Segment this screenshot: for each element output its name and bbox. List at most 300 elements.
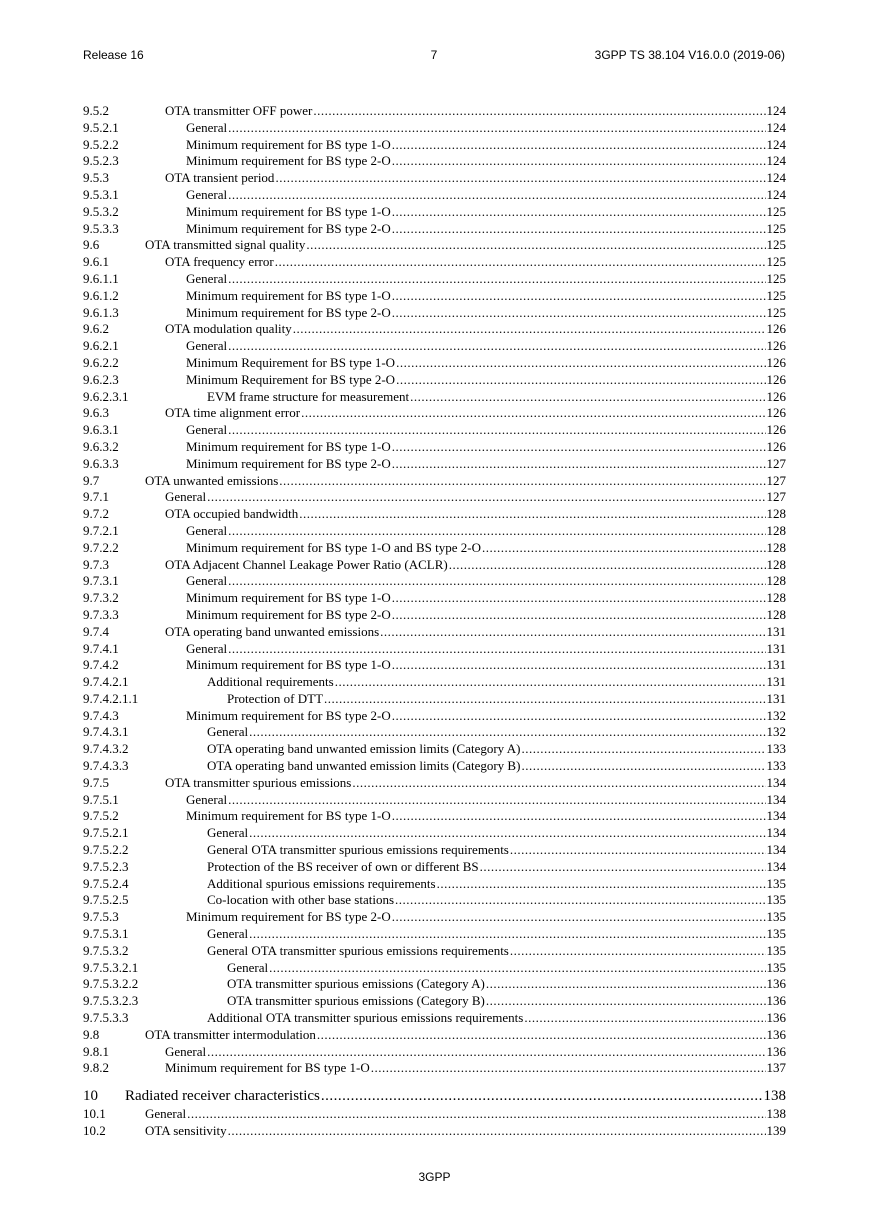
toc-entry-title: General [207,926,249,942]
toc-entry[interactable] [83,1010,786,1027]
toc-entry-title: OTA transmitted signal quality [145,237,306,253]
toc-entry-body [207,943,786,960]
toc-entry-page: 128 [766,539,786,555]
toc-entry-title: Additional requirements [207,674,334,690]
toc-entry-page: 125 [766,203,786,219]
toc-entry-number: 9.6.1.3 [83,304,119,320]
toc-entry-page: 125 [766,220,786,236]
toc-entry[interactable] [83,456,786,473]
toc-entry[interactable] [83,624,786,641]
toc-entry[interactable] [83,153,786,170]
toc-entry-number: 9.7.5.3.2.2 [83,976,139,992]
toc-entry[interactable] [83,775,786,792]
dot-leader [249,825,765,842]
toc-entry-body [186,221,786,238]
toc-entry[interactable] [83,489,786,506]
toc-entry-title: General [186,640,228,656]
toc-entry[interactable] [83,103,786,120]
toc-entry-number: 9.7.4.2 [83,657,119,673]
toc-entry-page: 126 [766,371,786,387]
toc-entry[interactable] [83,170,786,187]
toc-entry-page: 126 [766,388,786,404]
toc-entry[interactable] [83,389,786,406]
toc-entry-body [186,792,786,809]
toc-entry-body [186,288,786,305]
toc-entry-number: 9.5.2.2 [83,136,119,152]
toc-entry-body [207,724,786,741]
dot-leader [207,489,765,506]
toc-entry-body [186,137,786,154]
toc-entry-number: 9.7.1 [83,489,109,505]
dot-leader [352,775,765,792]
toc-entry-page: 124 [766,186,786,202]
toc-entry-title: Co-location with other base stations [207,892,395,908]
toc-entry-number: 9.7 [83,472,100,488]
dot-leader [321,1087,763,1106]
toc-entry-number: 9.6.1.1 [83,270,119,286]
toc-entry-body [186,305,786,322]
toc-entry-number: 9.7.5.3 [83,909,119,925]
toc-entry[interactable] [83,204,786,221]
toc-entry-title: Minimum Requirement for BS type 1-O [186,354,396,370]
toc-entry[interactable] [83,607,786,624]
document-id: 3GPP TS 38.104 V16.0.0 (2019-06) [594,48,785,62]
toc-entry-page: 124 [766,170,786,186]
toc-entry-page: 134 [766,808,786,824]
toc-entry[interactable] [83,355,786,372]
dot-leader [395,892,765,909]
toc-entry-page: 131 [766,657,786,673]
toc-entry-title: Minimum requirement for BS type 1-O [165,1060,370,1076]
toc-entry[interactable] [83,237,786,254]
toc-entry-number: 9.8.2 [83,1060,109,1076]
dot-leader [524,1010,765,1027]
toc-entry-body [186,456,786,473]
dot-leader [396,355,765,372]
toc-entry-page: 127 [766,455,786,471]
toc-entry-title: General [186,270,228,286]
toc-entry[interactable] [83,993,786,1010]
toc-entry-title: Minimum requirement for BS type 1-O [186,808,391,824]
toc-entry[interactable] [83,708,786,725]
toc-entry-title: General OTA transmitter spurious emissions requirements [207,942,509,958]
toc-entry-title: Minimum requirement for BS type 1-O [186,438,391,454]
page-header [83,48,785,64]
toc-entry[interactable] [83,506,786,523]
toc-entry[interactable] [83,120,786,137]
toc-entry[interactable] [83,590,786,607]
toc-entry[interactable] [83,641,786,658]
toc-entry[interactable] [83,338,786,355]
toc-entry-number: 9.5.3.1 [83,186,119,202]
release-label: Release 16 [83,48,144,62]
toc-entry-body [165,775,786,792]
toc-entry[interactable] [83,137,786,154]
dot-leader [293,321,766,338]
dot-leader [392,657,766,674]
toc-entry[interactable] [83,523,786,540]
toc-entry-body [186,909,786,926]
toc-entry-body [207,1010,786,1027]
dot-leader [299,506,765,523]
toc-entry[interactable] [83,321,786,338]
toc-entry[interactable] [83,1044,786,1061]
toc-entry[interactable] [83,792,786,809]
toc-entry-page: 125 [766,304,786,320]
toc-entry-body [165,624,786,641]
toc-entry-title: OTA transmitter spurious emissions (Category B) [227,993,485,1009]
toc-entry-title: Minimum Requirement for BS type 2-O [186,371,396,387]
toc-entry-title: OTA sensitivity [145,1123,227,1139]
toc-entry-page: 126 [766,321,786,337]
toc-entry-body [186,153,786,170]
toc-entry-page: 125 [766,270,786,286]
toc-entry-page: 128 [766,590,786,606]
toc-entry[interactable] [83,372,786,389]
toc-entry-number: 9.7.5.3.1 [83,926,129,942]
dot-leader [228,523,765,540]
toc-entry[interactable] [83,473,786,490]
dot-leader [317,1027,766,1044]
dot-leader [392,456,766,473]
toc-entry-page: 124 [766,153,786,169]
toc-entry-body [227,691,786,708]
toc-entry-title: OTA unwanted emissions [145,472,279,488]
toc-entry-number: 9.5.3 [83,170,109,186]
toc-entry-body [186,372,786,389]
toc-entry[interactable] [83,825,786,842]
dot-leader [392,305,766,322]
toc-entry-number: 9.7.2 [83,506,109,522]
dot-leader [371,1060,766,1077]
toc-entry-number: 9.8 [83,1026,100,1042]
toc-entry-title: Minimum requirement for BS type 2-O [186,455,391,471]
toc-entry-number: 9.6.3.1 [83,422,119,438]
toc-entry-title: General [186,522,228,538]
dot-leader [228,120,765,137]
toc-entry-page: 136 [766,976,786,992]
toc-entry-title: General [207,724,249,740]
toc-entry-title: General [207,825,249,841]
toc-entry-body [186,204,786,221]
toc-entry-body [207,389,786,406]
toc-entry[interactable] [83,288,786,305]
toc-entry-title: Minimum requirement for BS type 1-O [186,136,391,152]
toc-entry[interactable] [83,1123,786,1140]
toc-entry-title: General [186,119,228,135]
toc-entry-page: 135 [766,909,786,925]
toc-entry-body [207,892,786,909]
toc-entry-title: General [186,573,228,589]
toc-entry-number: 10 [83,1088,98,1105]
toc-entry[interactable] [83,221,786,238]
toc-entry-body [145,1106,786,1123]
toc-entry-number: 9.6 [83,237,100,253]
toc-entry-number: 9.6.1.2 [83,287,119,303]
dot-leader [392,137,766,154]
toc-entry-page: 133 [766,758,786,774]
toc-entry-page: 134 [766,774,786,790]
toc-entry-title: OTA transmitter spurious emissions (Category A) [227,976,485,992]
toc-entry[interactable] [83,1087,786,1106]
dot-leader [410,389,765,406]
toc-entry-number: 10.2 [83,1123,106,1139]
dot-leader [249,926,765,943]
toc-entry-page: 125 [766,237,786,253]
toc-entry-body [186,808,786,825]
toc-entry[interactable] [83,573,786,590]
toc-entry-number: 9.7.5.2.5 [83,892,129,908]
toc-entry-page: 136 [766,1010,786,1026]
toc-entry-body [165,103,786,120]
toc-entry-page: 134 [766,858,786,874]
toc-entry[interactable] [83,439,786,456]
toc-entry-number: 9.7.5 [83,774,109,790]
page-number: 7 [430,48,438,62]
toc-entry-title: Minimum requirement for BS type 1-O [186,203,391,219]
toc-entry-page: 136 [766,1026,786,1042]
toc-entry-title: EVM frame structure for measurement [207,388,410,404]
toc-entry-page: 138 [766,1106,786,1122]
toc-entry-number: 9.5.2.3 [83,153,119,169]
toc-entry-body [207,758,786,775]
toc-entry-title: General [165,489,207,505]
toc-entry-title: General [227,959,269,975]
toc-entry-title: OTA time alignment error [165,405,301,421]
toc-entry-body [227,976,786,993]
toc-entry-body [145,473,786,490]
toc-entry[interactable] [83,540,786,557]
toc-entry-page: 137 [766,1060,786,1076]
toc-entry[interactable] [83,724,786,741]
toc-entry-page: 131 [766,674,786,690]
toc-entry-title: Minimum requirement for BS type 2-O [186,606,391,622]
toc-entry-number: 9.8.1 [83,1043,109,1059]
dot-leader [510,842,766,859]
toc-entry[interactable] [83,1060,786,1077]
dot-leader [228,338,765,355]
toc-entry-body [165,254,786,271]
toc-entry[interactable] [83,422,786,439]
toc-entry-number: 9.7.5.2.1 [83,825,129,841]
dot-leader [228,573,765,590]
toc-entry-title: Minimum requirement for BS type 1-O [186,657,391,673]
dot-leader [392,607,766,624]
toc-entry-number: 9.7.3.1 [83,573,119,589]
toc-entry-body [186,573,786,590]
toc-entry-body [145,1123,786,1140]
toc-entry-number: 9.7.4.2.1 [83,674,129,690]
toc-entry-page: 128 [766,606,786,622]
toc-entry-page: 131 [766,690,786,706]
toc-entry-number: 9.7.5.2.2 [83,842,129,858]
toc-entry-title: OTA operating band unwanted emissions [165,623,380,639]
toc-entry-body [186,708,786,725]
dot-leader [392,204,766,221]
toc-entry[interactable] [83,405,786,422]
dot-leader [301,405,765,422]
toc-entry-page: 128 [766,573,786,589]
toc-entry-body [227,993,786,1010]
toc-entry-page: 126 [766,438,786,454]
toc-entry[interactable] [83,909,786,926]
toc-entry-number: 9.7.5.2.4 [83,875,129,891]
toc-entry-body [186,187,786,204]
toc-entry-page: 131 [766,623,786,639]
dot-leader [269,960,765,977]
toc-entry-page: 133 [766,741,786,757]
toc-entry-title: Minimum requirement for BS type 2-O [186,909,391,925]
toc-entry-page: 134 [766,791,786,807]
toc-entry-page: 138 [763,1088,786,1105]
toc-entry-number: 9.6.2.2 [83,354,119,370]
toc-entry[interactable] [83,842,786,859]
dot-leader [480,859,766,876]
toc-entry-number: 9.6.3 [83,405,109,421]
toc-entry[interactable] [83,305,786,322]
dot-leader [324,691,765,708]
toc-entry-body [227,960,786,977]
toc-entry-page: 136 [766,993,786,1009]
toc-entry[interactable] [83,960,786,977]
toc-entry-body [165,170,786,187]
toc-entry-title: General [186,791,228,807]
toc-entry-number: 9.7.4.3.1 [83,724,129,740]
toc-entry-page: 126 [766,338,786,354]
dot-leader [207,1044,765,1061]
toc-entry[interactable] [83,557,786,574]
toc-entry-number: 9.7.5.2 [83,808,119,824]
toc-entry-body [186,657,786,674]
toc-entry-body [186,271,786,288]
toc-entry-number: 9.7.2.1 [83,522,119,538]
toc-entry-title: OTA transmitter OFF power [165,103,313,118]
toc-entry-page: 134 [766,842,786,858]
dot-leader [521,741,765,758]
dot-leader [279,473,765,490]
toc-entry-body [207,926,786,943]
toc-entry-number: 9.7.3.2 [83,590,119,606]
toc-entry-number: 10.1 [83,1106,106,1122]
page-footer: 3GPP [418,1170,451,1184]
toc-entry[interactable] [83,271,786,288]
toc-entry-page: 135 [766,875,786,891]
toc-entry-body [165,489,786,506]
toc-entry-page: 125 [766,254,786,270]
toc-entry-number: 9.6.3.3 [83,455,119,471]
toc-entry-title: Radiated receiver characteristics [125,1088,320,1105]
toc-entry-body [207,859,786,876]
dot-leader [510,943,766,960]
toc-entry-title: Minimum requirement for BS type 2-O [186,220,391,236]
toc-entry-title: General OTA transmitter spurious emissions requirements [207,842,509,858]
dot-leader [335,674,766,691]
toc-entry-page: 126 [766,422,786,438]
dot-leader [392,288,766,305]
toc-entry[interactable] [83,1106,786,1123]
toc-entry[interactable] [83,758,786,775]
toc-entry-number: 9.7.2.2 [83,539,119,555]
toc-entry-page: 134 [766,825,786,841]
toc-entry-title: Minimum requirement for BS type 2-O [186,707,391,723]
toc-entry[interactable] [83,691,786,708]
toc-entry[interactable] [83,1027,786,1044]
toc-entry-body [165,557,786,574]
toc-entry-page: 135 [766,959,786,975]
toc-entry-title: OTA operating band unwanted emission limits (Category B) [207,758,521,774]
toc-entry[interactable] [83,926,786,943]
dot-leader [392,153,766,170]
dot-leader [392,708,766,725]
toc-entry-title: OTA transmitter intermodulation [145,1026,316,1042]
dot-leader [187,1106,765,1123]
toc-entry[interactable] [83,674,786,691]
dot-leader [486,993,766,1010]
toc-entry-number: 9.6.2.3 [83,371,119,387]
toc-entry-page: 135 [766,892,786,908]
toc-entry-number: 9.5.2.1 [83,119,119,135]
toc-entry-title: OTA Adjacent Channel Leakage Power Ratio (ACLR) [165,556,448,572]
toc-entry[interactable] [83,657,786,674]
toc-entry-number: 9.7.4.1 [83,640,119,656]
dot-leader [275,254,766,271]
toc-entry-page: 128 [766,556,786,572]
toc-entry-body [145,1027,786,1044]
toc-entry-title: OTA transmitter spurious emissions [165,774,352,790]
dot-leader [228,641,765,658]
toc-entry[interactable] [83,892,786,909]
toc-entry-body [186,523,786,540]
dot-leader [396,372,765,389]
toc-entry[interactable] [83,741,786,758]
toc-entry-number: 9.6.2 [83,321,109,337]
toc-entry[interactable] [83,254,786,271]
toc-entry[interactable] [83,876,786,893]
toc-entry-title: Minimum requirement for BS type 2-O [186,153,391,169]
toc-entry[interactable] [83,859,786,876]
toc-entry-body [165,1060,786,1077]
toc-entry-page: 127 [766,489,786,505]
toc-entry-page: 124 [766,119,786,135]
toc-entry[interactable] [83,187,786,204]
toc-entry-body [165,1044,786,1061]
toc-entry-body [165,506,786,523]
toc-entry-page: 131 [766,640,786,656]
toc-entry-number: 9.6.2.1 [83,338,119,354]
dot-leader [275,170,765,187]
toc-entry[interactable] [83,943,786,960]
toc-entry-page: 135 [766,942,786,958]
toc-entry-number: 9.7.4.3.3 [83,758,129,774]
table-of-contents [83,103,786,1140]
toc-entry[interactable] [83,976,786,993]
dot-leader [482,540,766,557]
toc-entry-title: OTA occupied bandwidth [165,506,299,522]
toc-entry-body [207,674,786,691]
dot-leader [380,624,765,641]
toc-entry-number: 9.6.1 [83,254,109,270]
toc-entry-number: 9.7.3.3 [83,606,119,622]
toc-entry[interactable] [83,808,786,825]
toc-entry-page: 124 [766,136,786,152]
dot-leader [228,422,765,439]
toc-entry-number: 9.5.2 [83,103,109,118]
toc-entry-title: Additional OTA transmitter spurious emissions requirements [207,1010,524,1026]
toc-entry-body [186,338,786,355]
toc-entry-page: 126 [766,405,786,421]
toc-entry-number: 9.5.3.2 [83,203,119,219]
toc-entry-body [207,876,786,893]
